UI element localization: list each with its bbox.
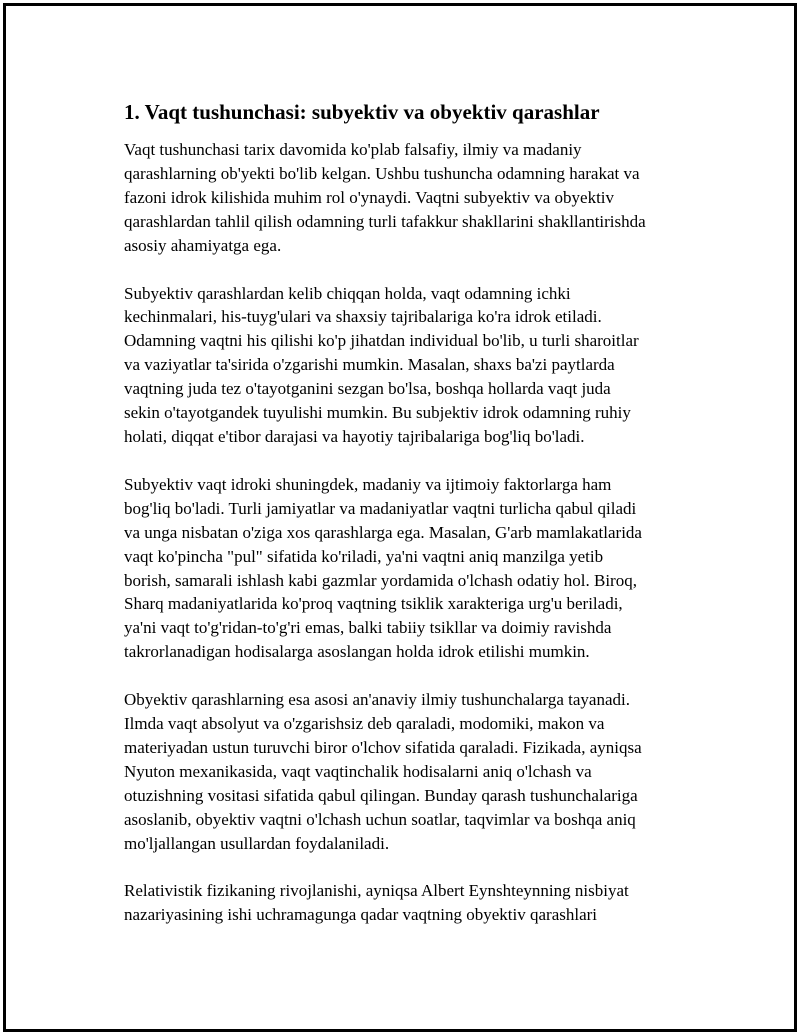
page-frame (3, 3, 797, 1032)
text-line: otuzishning vositasi sifatida qabul qilingan. Bunday qarash tushunchalariga (124, 785, 638, 805)
text-line: vaqt ko'pincha "pul" sifatida ko'riladi, ya'ni vaqtni aniq manzilga yetib (124, 546, 604, 566)
paragraph-cultural (124, 473, 699, 664)
text-line: Odamning vaqtni his qilishi ko'p jihatdan individual bo'lib, u turli sharoitlar (124, 331, 639, 351)
paragraph-subjective (124, 282, 699, 449)
text-line: va vaziyatlar ta'sirida o'zgarishi mumkin. Masalan, shaxs ba'zi paytlarda (124, 355, 615, 375)
text-line: borish, samarali ishlash kabi gazmlar yordamida o'lchash odatiy hol. Biroq, (124, 570, 637, 590)
text-line: Nyuton mexanikasida, vaqt vaqtinchalik hodisalarni aniq o'lchash va (124, 761, 592, 781)
text-line: Subyektiv qarashlardan kelib chiqqan holda, vaqt odamning ichki (124, 283, 571, 303)
text-line: Obyektiv qarashlarning esa asosi an'anaviy ilmiy tushunchalarga tayanadi. (124, 690, 630, 710)
text-line: materiyadan ustun turuvchi biror o'lchov sifatida qaraladi. Fizikada, ayniqsa (124, 737, 642, 757)
text-line: Vaqt tushunchasi tarix davomida ko'plab falsafiy, ilmiy va madaniy (124, 140, 582, 159)
text-line: va unga nisbatan o'ziga xos qarashlarga ega. Masalan, G'arb mamlakatlarida (124, 522, 642, 542)
text-line: nazariyasining ishi uchramagunga qadar vaqtning obyektiv qarashlari (124, 905, 598, 925)
text-line: fazoni idrok kilishida muhim rol o'ynaydi. Vaqtni subyektiv va obyektiv (124, 187, 615, 207)
text-line: sekin o'tayotgandek tuyulishi mumkin. Bu subjektiv idrok odamning ruhiy (124, 403, 631, 423)
section-heading: 1. Vaqt tushunchasi: subyektiv va obyektiv qarashlar (124, 100, 600, 124)
text-line: mo'ljallangan usullardan foydalaniladi. (124, 833, 390, 853)
text-line: qarashlardan tahlil qilish odamning turli tafakkur shakllarini shakllantirishda (124, 211, 646, 231)
text-line: asoslanib, obyektiv vaqtni o'lchash uchun soatlar, taqvimlar va boshqa aniq (124, 809, 636, 829)
text-line: bog'liq bo'ladi. Turli jamiyatlar va madaniyatlar vaqtni turlicha qabul qiladi (124, 498, 637, 518)
text-line: Subyektiv vaqt idroki shuningdek, madaniy va ijtimoiy faktorlarga ham (124, 474, 612, 494)
paragraph-objective (124, 688, 699, 855)
text-line: takrorlanadigan hodisalarga asoslangan holda idrok etilishi mumkin. (124, 642, 590, 662)
paragraph-relativistic (124, 879, 699, 927)
text-line: Relativistik fizikaning rivojlanishi, ayniqsa Albert Eynshteynning nisbiyat (124, 881, 629, 901)
document-body (124, 98, 699, 951)
text-line: Ilmda vaqt absolyut va o'zgarishsiz deb qaraladi, modomiki, makon va (124, 714, 605, 734)
text-line: asosiy ahamiyatga ega. (124, 235, 282, 255)
paragraph-intro (124, 138, 699, 258)
text-line: Sharq madaniyatlarida ko'proq vaqtning tsiklik xarakteriga urg'u beriladi, (124, 594, 623, 614)
text-line: vaqtning juda tez o'tayotganini sezgan bo'lsa, boshqa hollarda vaqt juda (124, 379, 611, 399)
text-line: holati, diqqat e'tibor darajasi va hayotiy tajribalariga bog'liq bo'ladi. (124, 426, 585, 446)
text-line: kechinmalari, his-tuyg'ulari va shaxsiy tajribalariga ko'ra idrok etiladi. (124, 307, 602, 327)
text-line: ya'ni vaqt to'g'ridan-to'g'ri emas, balki tabiiy tsikllar va doimiy ravishda (124, 618, 612, 638)
text-line: qarashlarning ob'yekti bo'lib kelgan. Ushbu tushuncha odamning harakat va (124, 163, 640, 183)
